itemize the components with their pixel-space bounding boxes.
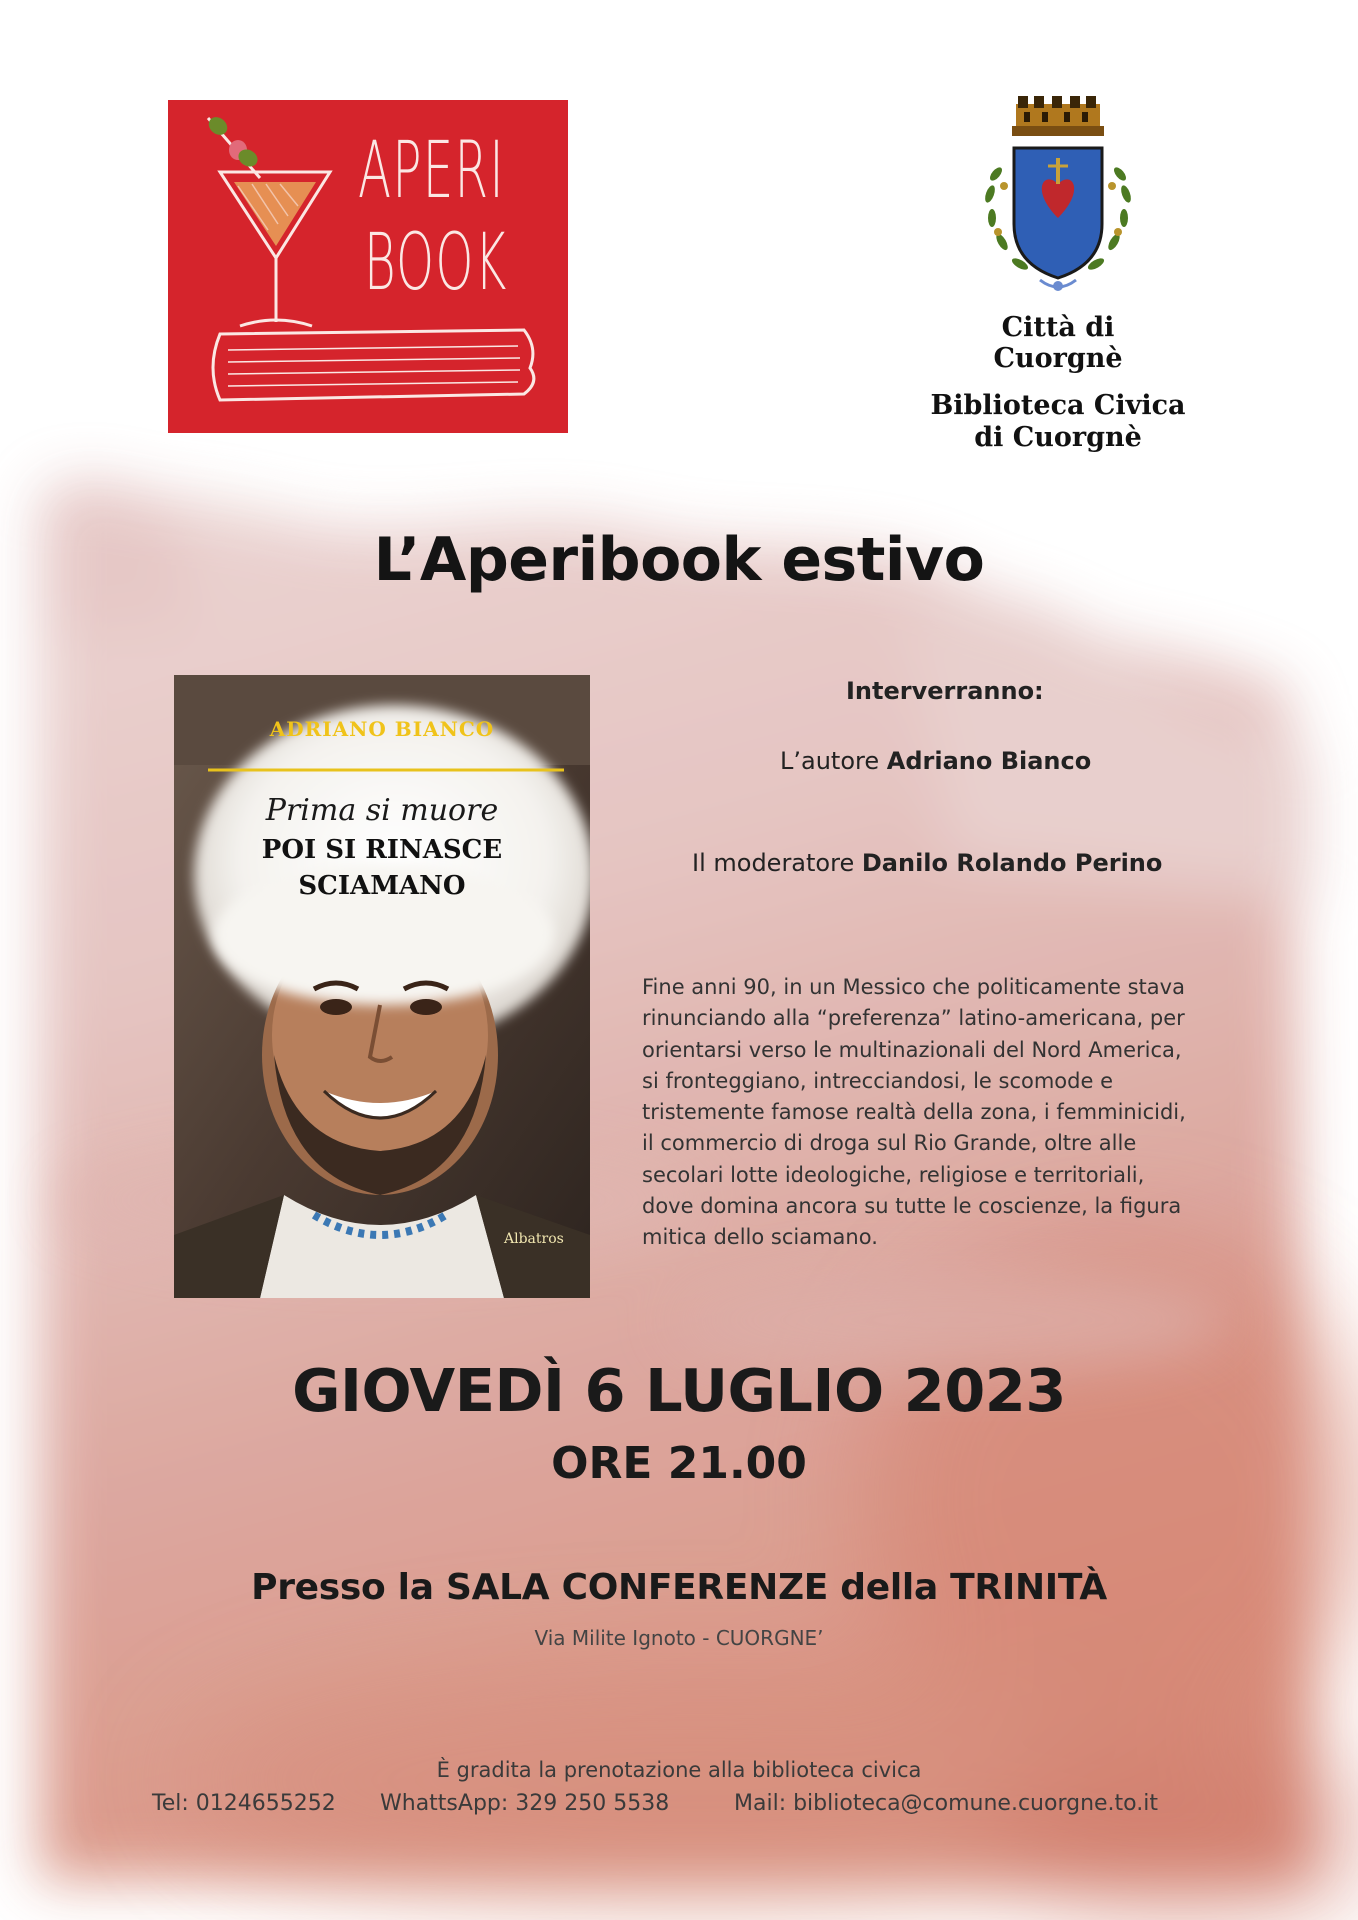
description-line: tristemente famose realtà della zona, i femminicidi, <box>642 1100 1186 1125</box>
moderator-credit <box>692 849 1162 877</box>
cover-author: ADRIANO BIANCO <box>269 717 495 741</box>
logo-word-aperi: APERI <box>358 126 505 216</box>
event-venue: Presso la SALA CONFERENZE della TRINITÀ <box>251 1567 1107 1608</box>
author-name: Adriano Bianco <box>886 747 1092 775</box>
booking-note: È gradita la prenotazione alla biblioteca civica <box>436 1758 922 1782</box>
library-name-line1: Biblioteca Civica <box>930 390 1186 421</box>
contact-phone: Tel: 0124655252 <box>152 1791 336 1816</box>
contact-whatsapp: WhattsApp: 329 250 5538 <box>380 1791 670 1816</box>
cover-photo <box>174 675 590 1298</box>
event-date: GIOVEDÌ 6 LUGLIO 2023 <box>292 1356 1066 1425</box>
contact-email: Mail: biblioteca@comune.cuorgne.to.it <box>734 1791 1158 1816</box>
aperibook-logo <box>168 100 568 433</box>
logo-word-book: BOOK <box>364 218 508 308</box>
description-line: secolari lotte ideologiche, religiose e territoriali, <box>642 1162 1145 1187</box>
coat-of-arms-crest-icon <box>968 94 1148 304</box>
author-role: L’autore <box>780 747 880 775</box>
cover-title-line2: SCIAMANO <box>298 871 466 901</box>
description-line: il commercio di droga sul Rio Grande, oltre alle <box>642 1131 1137 1156</box>
book-cover <box>174 675 590 1298</box>
description-line: dove domina ancora su tutte le coscienze, la figura <box>642 1194 1182 1219</box>
cover-title-line1: POI SI RINASCE <box>261 835 503 865</box>
event-time: ORE 21.00 <box>551 1438 807 1489</box>
library-name-line2: di Cuorgnè <box>974 422 1142 453</box>
description-line: mitica dello sciamano. <box>642 1225 878 1250</box>
event-title: L’Aperibook estivo <box>373 525 985 595</box>
cover-publisher: Albatros <box>504 1231 564 1247</box>
author-credit <box>780 747 1091 775</box>
description-line: rinunciando alla “preferenza” latino-americana, per <box>642 1006 1185 1031</box>
book-description <box>642 972 1206 1254</box>
city-name-line2: Cuorgnè <box>993 343 1123 374</box>
venue-address: Via Milite Ignoto - CUORGNE’ <box>534 1626 824 1650</box>
speakers-heading: Interverranno: <box>846 677 1044 705</box>
moderator-role: Il moderatore <box>692 849 855 877</box>
moderator-name: Danilo Rolando Perino <box>861 849 1163 877</box>
description-line: si fronteggiano, intrecciandosi, le scomode e <box>642 1068 1113 1093</box>
description-line: Fine anni 90, in un Messico che politicamente stava <box>642 975 1185 999</box>
cover-title-script: Prima si muore <box>265 793 499 828</box>
description-line: orientarsi verso le multinazionali del Nord America, <box>642 1037 1182 1062</box>
city-name-line1: Città di <box>1001 312 1115 343</box>
